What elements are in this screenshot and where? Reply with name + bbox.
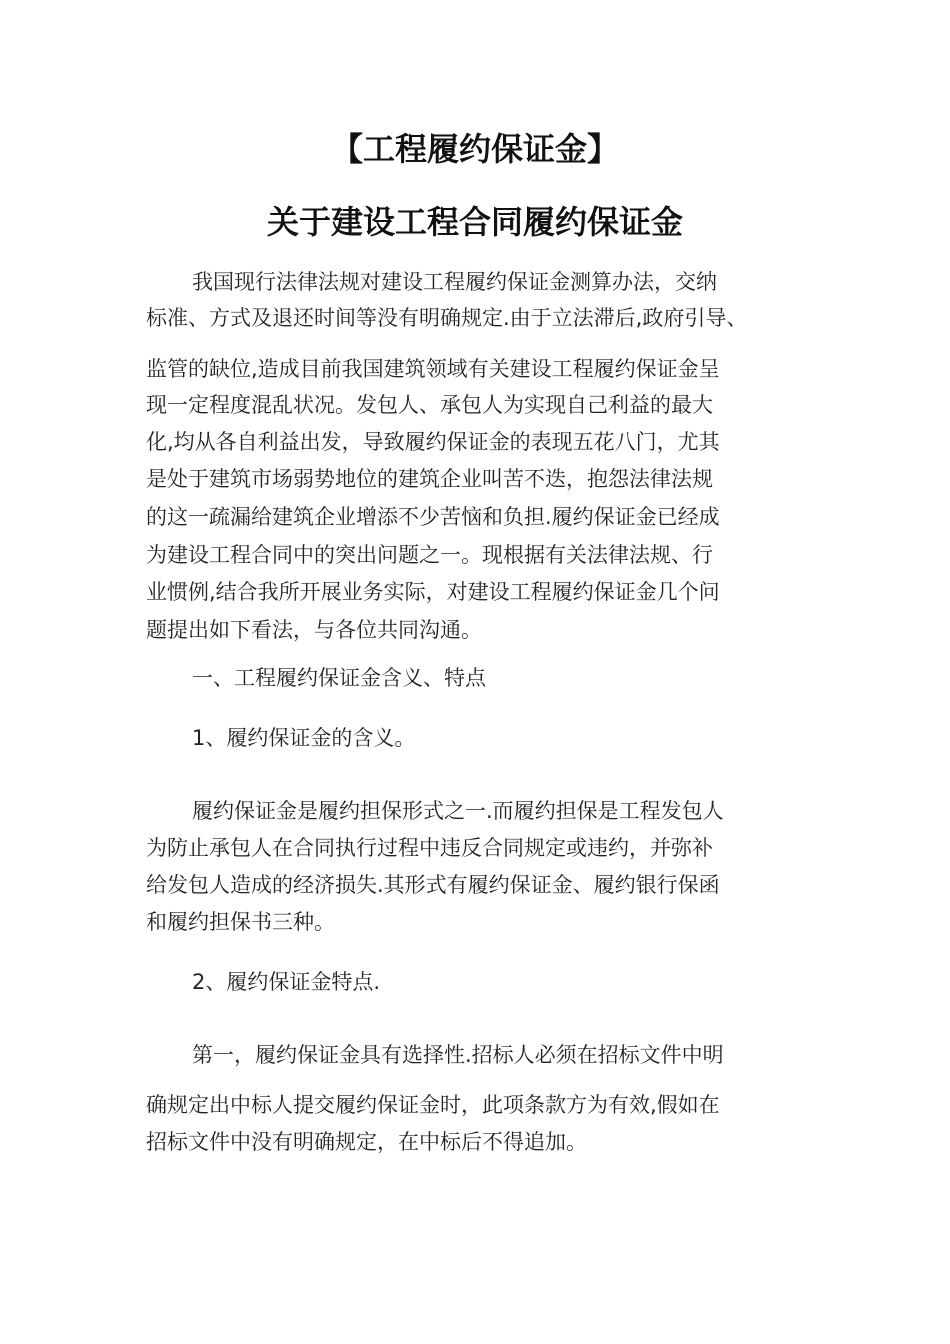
subsection-heading: 1、履约保证金的含义。 xyxy=(192,726,416,750)
intro-line: 现一定程度混乱状况。发包人、承包人为实现自己利益的最大 xyxy=(146,393,713,417)
definition-line: 给发包人造成的经济损失.其形式有履约保证金、履约银行保函 xyxy=(146,873,720,897)
definition-line: 为防止承包人在合同执行过程中违反合同规定或违约，并弥补 xyxy=(146,836,713,860)
intro-line: 标准、方式及退还时间等没有明确规定.由于立法滞后,政府引导、 xyxy=(146,306,748,330)
definition-line: 履约保证金是履约担保形式之一.而履约担保是工程发包人 xyxy=(192,799,724,823)
subsection-heading: 2、履约保证金特点. xyxy=(192,970,381,994)
definition-line: 和履约担保书三种。 xyxy=(146,910,335,934)
intro-line: 我国现行法律法规对建设工程履约保证金测算办法，交纳 xyxy=(192,270,717,294)
intro-line: 化,均从各自利益出发，导致履约保证金的表现五花八门，尤其 xyxy=(146,430,720,454)
document-subtitle: 关于建设工程合同履约保证金 xyxy=(266,203,683,241)
feature-line: 第一，履约保证金具有选择性.招标人必须在招标文件中明 xyxy=(192,1043,724,1067)
section-heading: 一、工程履约保证金含义、特点 xyxy=(192,666,486,690)
intro-line: 的这一疏漏给建筑企业增添不少苦恼和负担.履约保证金已经成 xyxy=(146,505,720,529)
document-title: 【工程履约保证金】 xyxy=(330,130,619,168)
feature-line: 确规定出中标人提交履约保证金时，此项条款方为有效,假如在 xyxy=(146,1093,720,1117)
feature-line: 招标文件中没有明确规定，在中标后不得追加。 xyxy=(146,1130,587,1154)
intro-line: 业惯例,结合我所开展业务实际，对建设工程履约保证金几个问 xyxy=(146,580,720,604)
intro-line: 是处于建筑市场弱势地位的建筑企业叫苦不迭，抱怨法律法规 xyxy=(146,467,713,491)
intro-line: 为建设工程合同中的突出问题之一。现根据有关法律法规、行 xyxy=(146,543,713,567)
intro-line: 题提出如下看法，与各位共同沟通。 xyxy=(146,618,482,642)
intro-line: 监管的缺位,造成目前我国建筑领域有关建设工程履约保证金呈 xyxy=(146,357,720,381)
